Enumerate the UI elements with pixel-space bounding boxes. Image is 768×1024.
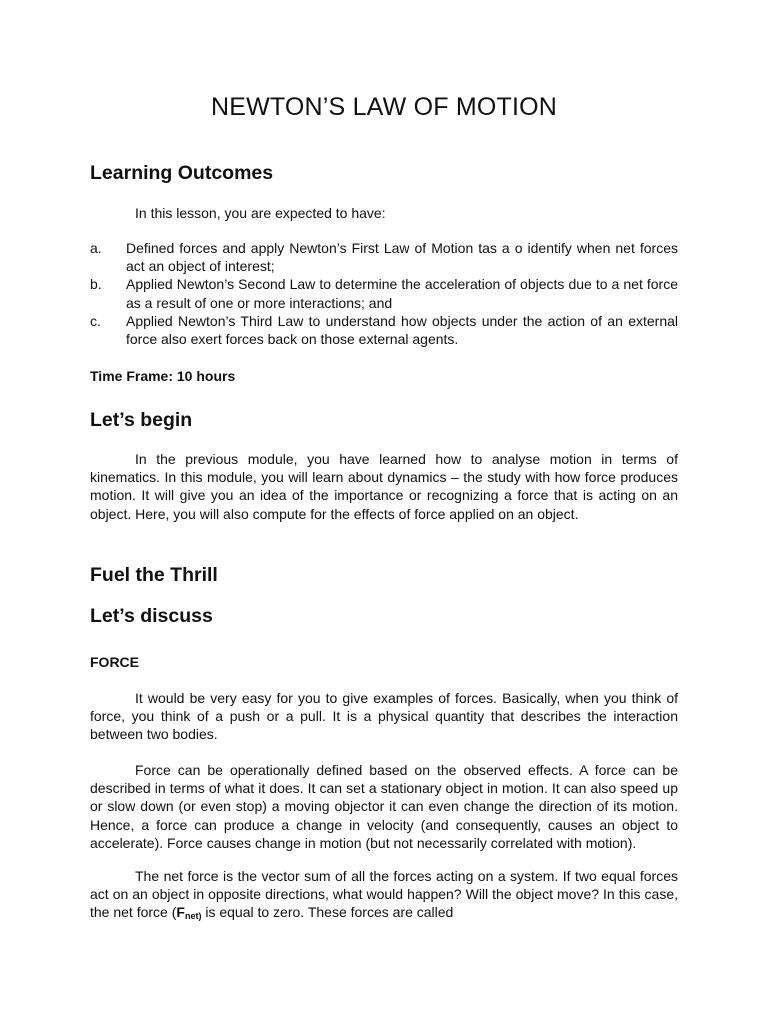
lets-begin-paragraph [90,450,678,523]
force-paragraph-1-text: It would be very easy for you to give examples of forces. Basically, when you think of force, you think of a push or a pull. It is a physical quantity that describes the interaction between two bodies. [90,690,678,743]
list-marker: a. [90,240,102,256]
learning-outcomes-intro: In this lesson, you are expected to have: [135,205,386,221]
lets-begin-text: In the previous module, you have learned how to analyse motion in terms of kinematics. In this module, you will learn about dynamics – the study with how force produces motion. It will give you an idea of the importance or recognizing a force that is acting on an object. Here, you will also compute for the effects of force applied on an object. [90,451,678,522]
net-force-subscript: net) [184,911,202,922]
net-force-symbol: F [176,904,185,921]
time-frame: Time Frame: 10 hours [90,368,236,384]
force-paragraph-2 [90,761,678,852]
force-paragraph-1 [90,689,678,744]
list-marker: c. [90,312,101,329]
force-paragraph-3 [90,867,678,926]
list-item-text: Applied Newton’s Second Law to determine the acceleration of objects due to a net force as a result of one or more interactions; and [126,276,678,311]
learning-outcomes-list [90,239,678,348]
list-item-text: Applied Newton’s Third Law to understand how objects under the action of an external force also exert forces back on those external agents. [126,312,678,348]
lets-begin-heading: Let’s begin [90,409,193,431]
document-title: NEWTON’S LAW OF MOTION [210,93,558,121]
lets-discuss-heading: Let’s discuss [90,605,213,627]
force-paragraph-3-text-end: is equal to zero. These forces are called [201,904,454,921]
list-item [90,239,678,275]
fuel-the-thrill-heading: Fuel the Thrill [90,564,218,586]
force-paragraph-3-text: The net force is the vector sum of all the forces acting on a system. If two equal forces act on an object in opposite directions, what would happen? Will the object move? In this case, the net force ( [90,868,678,921]
list-item [90,312,678,348]
force-heading: FORCE [90,654,139,670]
learning-outcomes-heading: Learning Outcomes [90,162,274,184]
list-item [90,275,678,311]
list-marker: b. [90,276,102,293]
force-paragraph-2-text: Force can be operationally defined based on the observed effects. A force can be described in terms of what it does. It can set a stationary object in motion. It can also speed up or slow down (or even stop) a moving objector it can even change the direction of its motion. Hence, a force can produce a change in velocity (and consequently, causes an object to accelerate). Force causes change in motion (but not necessarily correlated with motion). [90,762,678,851]
list-item-text: Defined forces and apply Newton’s First Law of Motion tas a o identify when net forces act an object of interest; [126,240,678,275]
